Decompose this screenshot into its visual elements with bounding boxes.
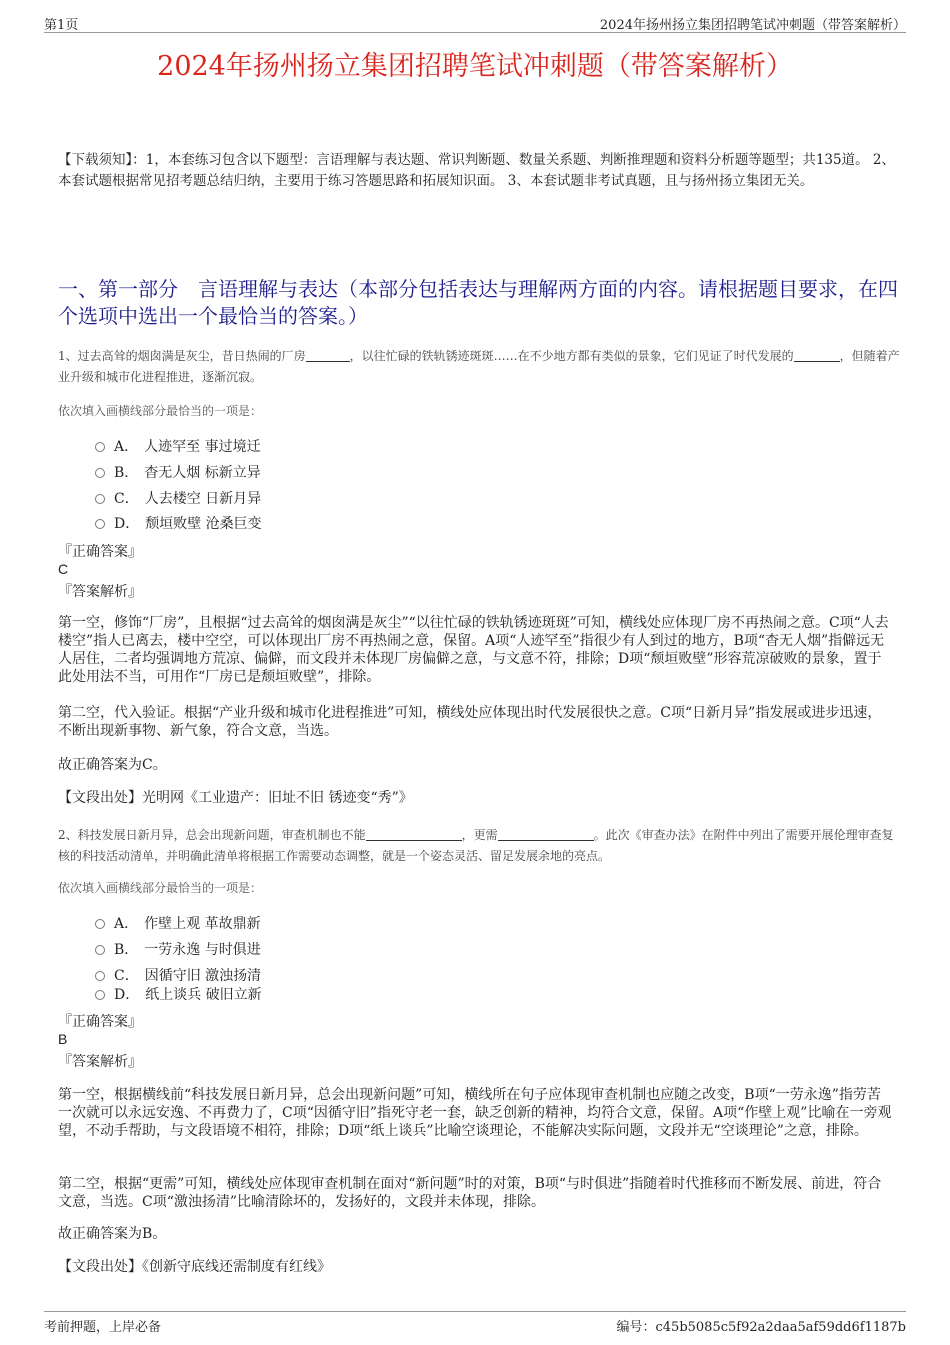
question-1-instruction: 依次填入画横线部分最恰当的一项是： <box>58 404 263 418</box>
q1-option-a[interactable]: A． 人迹罕至 事过境迁 <box>95 436 261 456</box>
blank-2 <box>794 348 840 362</box>
blank-1 <box>306 348 350 362</box>
radio-icon[interactable] <box>95 468 105 478</box>
q1-explanation-1: 第一空，修饰“厂房”，且根据“过去高耸的烟囱满是灰尘”“以往忙碌的铁轨锈迹斑斑”可知，横线处应体现厂房不再热闹之意。C项“人去楼空”指人已离去，楼中空空，可以体现出厂房不再热闹之意，保留。A项“人迹罕至”指很少有人到过的地方，B项“杳无人烟”指僻远无人居住，二者均强调地方荒凉、偏僻，而文段并未体现厂房偏僻之意，与文意不符，排除；D项“颓垣败壁”形容荒凉破败的景象，置于此处用法不当，可用作“厂房已是颓垣败壁”，排除。 <box>58 615 889 685</box>
page-footer <box>44 1311 906 1336</box>
radio-icon[interactable] <box>95 442 105 452</box>
radio-icon[interactable] <box>95 919 105 929</box>
page-number: 第1页 <box>44 18 79 33</box>
radio-icon[interactable] <box>95 945 105 955</box>
footer-slogan: 考前押题，上岸必备 <box>44 1320 162 1335</box>
radio-icon[interactable] <box>95 494 105 504</box>
question-2-stem: 2、科技发展日新月异，总会出现新问题，审查机制也不能 ，更需 。此次《审查办法》在附件中列出了需要开展伦理审查复核的科技活动清单，并明确此清单将根据工作需要动态调整，就是一个姿态灵活、留足发展余地的亮点。 <box>58 828 894 863</box>
q2-source: 【文段出处】《创新守底线还需制度有红线》 <box>58 1259 331 1275</box>
blank-2 <box>498 827 594 841</box>
q1-explanation-3: 故正确答案为C。 <box>58 757 167 773</box>
footer-doc-id: 编号：c45b5085c5f92a2daa5af59dd6f1187b <box>616 1320 906 1335</box>
q1-explanation-2: 第二空，代入验证。根据“产业升级和城市化进程推进”可知，横线处应体现出时代发展很快之意。C项“日新月异”指发展或进步迅速，不断出现新事物、新气象，符合文意，当选。 <box>58 705 882 739</box>
q1-answer: C <box>58 561 69 577</box>
q2-analysis-label: 『答案解析』 <box>58 1054 142 1070</box>
q1-option-b[interactable]: B． 杳无人烟 标新立异 <box>95 462 261 482</box>
q1-analysis-label: 『答案解析』 <box>58 584 142 600</box>
q2-answer: B <box>58 1031 68 1047</box>
q2-option-c[interactable]: C． 因循守旧 激浊扬清 <box>95 965 261 985</box>
q1-source: 【文段出处】光明网《工业遗产：旧址不旧 锈迹变“秀”》 <box>58 790 413 806</box>
page-header <box>44 12 906 33</box>
radio-icon[interactable] <box>95 519 105 529</box>
question-2-instruction: 依次填入画横线部分最恰当的一项是： <box>58 881 263 895</box>
q1-option-c[interactable]: C． 人去楼空 日新月异 <box>95 488 261 508</box>
q2-option-a[interactable]: A． 作壁上观 革故鼎新 <box>95 913 261 933</box>
download-notice: 【下载须知】：1，本套练习包含以下题型：言语理解与表达题、常识判断题、数量关系题、判断推理题和资料分析题等题型；共135道。 2、本套试题根据常见招考题总结归纳，主要用于练习答题思路和拓展知识面。 3、本套试题非考试真题，且与扬州扬立集团无关。 <box>58 152 895 189</box>
section-heading: 一、第一部分 言语理解与表达（本部分包括表达与理解两方面的内容。请根据题目要求，在四个选项中选出一个最恰当的答案。） <box>58 277 898 328</box>
question-1-stem: 1、过去高耸的烟囱满是灰尘，昔日热闹的厂房 ，以往忙碌的铁轨锈迹斑斑……在不少地方都有类似的景象，它们见证了时代发展的 ，但随着产业升级和城市化进程推进，逐渐沉寂。 <box>58 349 900 384</box>
q1-option-d[interactable]: D． 颓垣败壁 沧桑巨变 <box>95 513 262 533</box>
radio-icon[interactable] <box>95 990 105 1000</box>
q2-option-b[interactable]: B． 一劳永逸 与时俱进 <box>95 939 261 959</box>
q2-explanation-1: 第一空，根据横线前“科技发展日新月异，总会出现新问题”可知，横线所在句子应体现审查机制也应随之改变，B项“一劳永逸”指劳苦一次就可以永远安逸、不再费力了，C项“因循守旧”指死守老一套，缺乏创新的精神，均符合文意，保留。A项“作壁上观”比喻在一旁观望，不动手帮助，与文段语境不相符，排除；D项“纸上谈兵”比喻空谈理论，不能解决实际问题，文段并无“空谈理论”之意，排除。 <box>58 1087 892 1139</box>
q2-explanation-2: 第二空，根据“更需”可知，横线处应体现审查机制在面对“新问题”时的对策，B项“与时俱进”指随着时代推移而不断发展、前进，符合文意，当选。C项“激浊扬清”比喻清除坏的，发扬好的，文段并未体现，排除。 <box>58 1176 882 1210</box>
q2-option-d[interactable]: D． 纸上谈兵 破旧立新 <box>95 984 262 1004</box>
radio-icon[interactable] <box>95 971 105 981</box>
page-title: 2024年扬州扬立集团招聘笔试冲刺题（带答案解析） <box>157 51 793 82</box>
header-doc-title: 2024年扬州扬立集团招聘笔试冲刺题（带答案解析） <box>599 18 906 33</box>
q1-correct-label: 『正确答案』 <box>58 544 142 560</box>
q2-explanation-3: 故正确答案为B。 <box>58 1226 167 1242</box>
blank-1 <box>366 827 462 841</box>
q2-correct-label: 『正确答案』 <box>58 1014 142 1030</box>
